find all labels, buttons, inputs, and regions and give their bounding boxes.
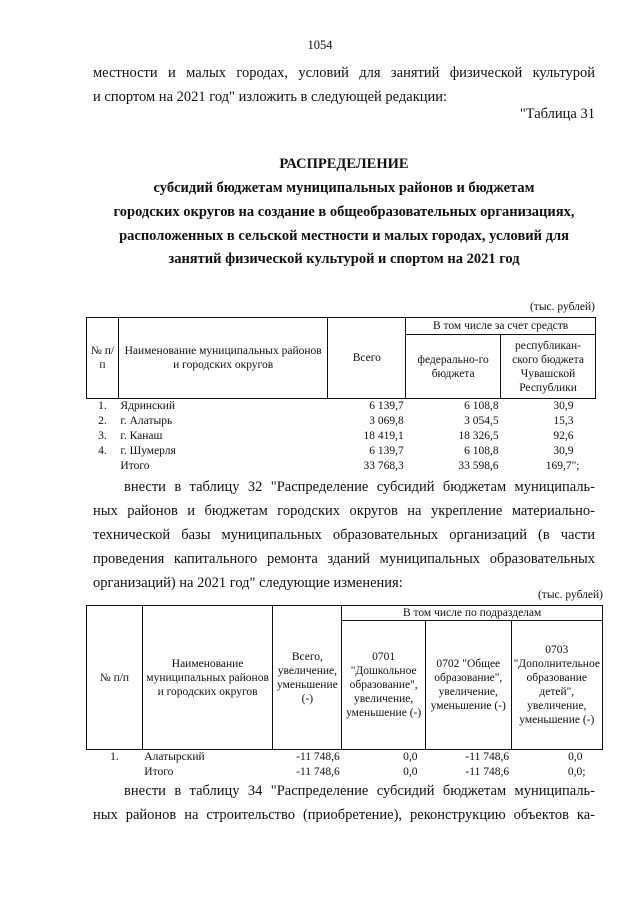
cell-federal: 18 326,5 — [458, 430, 499, 442]
intro-line-1: местности и малых городах, условий для занятий физической культурой — [93, 65, 595, 81]
table-row — [87, 414, 596, 429]
table-row — [87, 750, 603, 765]
cell-name: г. Шумерля — [120, 445, 176, 457]
table2-header-total: Всего, увеличение, уменьшение (-) — [273, 606, 342, 750]
para3-line-2: ных районов на строительство (приобретение), реконструкцию объектов ка- — [93, 807, 595, 823]
table-row — [87, 399, 596, 414]
para3-line-1: внести в таблицу 34 "Распределение субсидий бюджетам муниципаль- — [124, 783, 595, 799]
cell-0702: -11 748,6 — [465, 766, 510, 778]
cell-republic: 30,9 — [553, 400, 574, 413]
cell-num: 1. — [110, 751, 119, 764]
cell-total: -11 748,6 — [296, 766, 340, 778]
page-number: 1054 — [307, 38, 333, 52]
table2-header-0701: 0701 "Дошкольное образование", увеличение, уменьшение (-) — [342, 621, 426, 750]
table2-header-0702: 0702 "Общее образование", увеличение, уменьшение (-) — [425, 621, 511, 750]
cell-name: г. Канаш — [120, 430, 163, 442]
cell-federal: 3 054,5 — [464, 415, 499, 427]
cell-total: 33 768,3 — [363, 460, 404, 472]
table2 — [86, 605, 603, 780]
table1-header-num: № п/п — [87, 318, 119, 399]
cell-republic: 15,3 — [553, 415, 574, 427]
cell-name: Алатырский — [144, 751, 205, 764]
table2-header-name: Наименование муниципальных районов и городских округов — [142, 606, 273, 750]
para2-line-4: проведения капитального ремонта зданий муниципальных образовательных — [93, 551, 595, 567]
table1-header-group: В том числе за счет средств — [406, 318, 596, 335]
table1 — [86, 317, 596, 474]
cell-total: 6 139,7 — [369, 445, 404, 457]
title-line-1: субсидий бюджетам муниципальных районов и бюджетам — [153, 180, 535, 196]
cell-name: г. Алатырь — [120, 415, 173, 427]
para2-line-2: ных районов и бюджетам городских округов на укрепление материально- — [93, 503, 595, 519]
table-row — [87, 429, 596, 444]
cell-federal: 6 108,8 — [464, 400, 499, 413]
cell-name: Итого — [144, 766, 174, 778]
cell-num: 1. — [98, 400, 107, 413]
table-total-row — [87, 459, 596, 474]
title-line-3: расположенных в сельской местности и малых городах, условий для — [119, 228, 569, 244]
table2-header-group: В том числе по подразделам — [342, 606, 603, 621]
title-line-4: занятий физической культурой и спортом на 2021 год — [168, 251, 520, 267]
cell-total: 3 069,8 — [369, 415, 404, 427]
para2-line-1: внести в таблицу 32 "Распределение субсидий бюджетам муниципаль- — [124, 479, 595, 495]
cell-num: 4. — [98, 445, 107, 457]
cell-republic: 169,7"; — [545, 460, 580, 472]
cell-0702: -11 748,6 — [465, 751, 510, 764]
cell-num — [87, 459, 119, 474]
table1-header-republic: республикан-ского бюджета Чувашской Республики — [501, 335, 596, 399]
cell-federal: 33 598,6 — [458, 460, 499, 472]
cell-federal: 6 108,8 — [464, 445, 499, 457]
table1-header-federal: федерально-го бюджета — [406, 335, 501, 399]
cell-0701: 0,0 — [403, 751, 418, 764]
para2-line-3: технической базы муниципальных образовательных организаций (в части — [93, 527, 595, 543]
cell-total: -11 748,6 — [296, 751, 340, 764]
table-reference: "Таблица 31 — [519, 106, 595, 122]
table-total-row — [87, 765, 603, 780]
table1-header-total: Всего — [328, 318, 406, 399]
title-line-2: городских округов на создание в общеобразовательных организациях, — [113, 204, 575, 220]
cell-republic: 30,9 — [553, 445, 574, 457]
intro-line-2: и спортом на 2021 год" изложить в следующей редакции: — [93, 89, 448, 105]
table2-header-num: № п/п — [87, 606, 143, 750]
para2-line-5: организаций) на 2021 год" следующие изменения: — [93, 575, 403, 591]
table2-header-0703: 0703 "Дополнительное образование детей", увеличение, уменьшение (-) — [511, 621, 602, 750]
table1-header-name: Наименование муниципальных районов и городских округов — [118, 318, 327, 399]
cell-0701: 0,0 — [403, 766, 418, 778]
document-heading: РАСПРЕДЕЛЕНИЕ — [279, 156, 409, 172]
table1-unit: (тыс. рублей) — [529, 301, 595, 313]
cell-total: 18 419,1 — [363, 430, 404, 442]
cell-total: 6 139,7 — [369, 400, 404, 413]
cell-num: 3. — [98, 430, 107, 442]
cell-num — [87, 765, 143, 780]
cell-republic: 92,6 — [553, 430, 574, 442]
cell-0703: 0,0 — [568, 751, 583, 764]
cell-name: Ядринский — [120, 400, 176, 413]
cell-0703: 0,0; — [567, 766, 586, 778]
table-row — [87, 444, 596, 459]
cell-num: 2. — [98, 415, 107, 427]
cell-name: Итого — [120, 460, 150, 472]
table2-unit: (тыс. рублей) — [537, 589, 603, 601]
